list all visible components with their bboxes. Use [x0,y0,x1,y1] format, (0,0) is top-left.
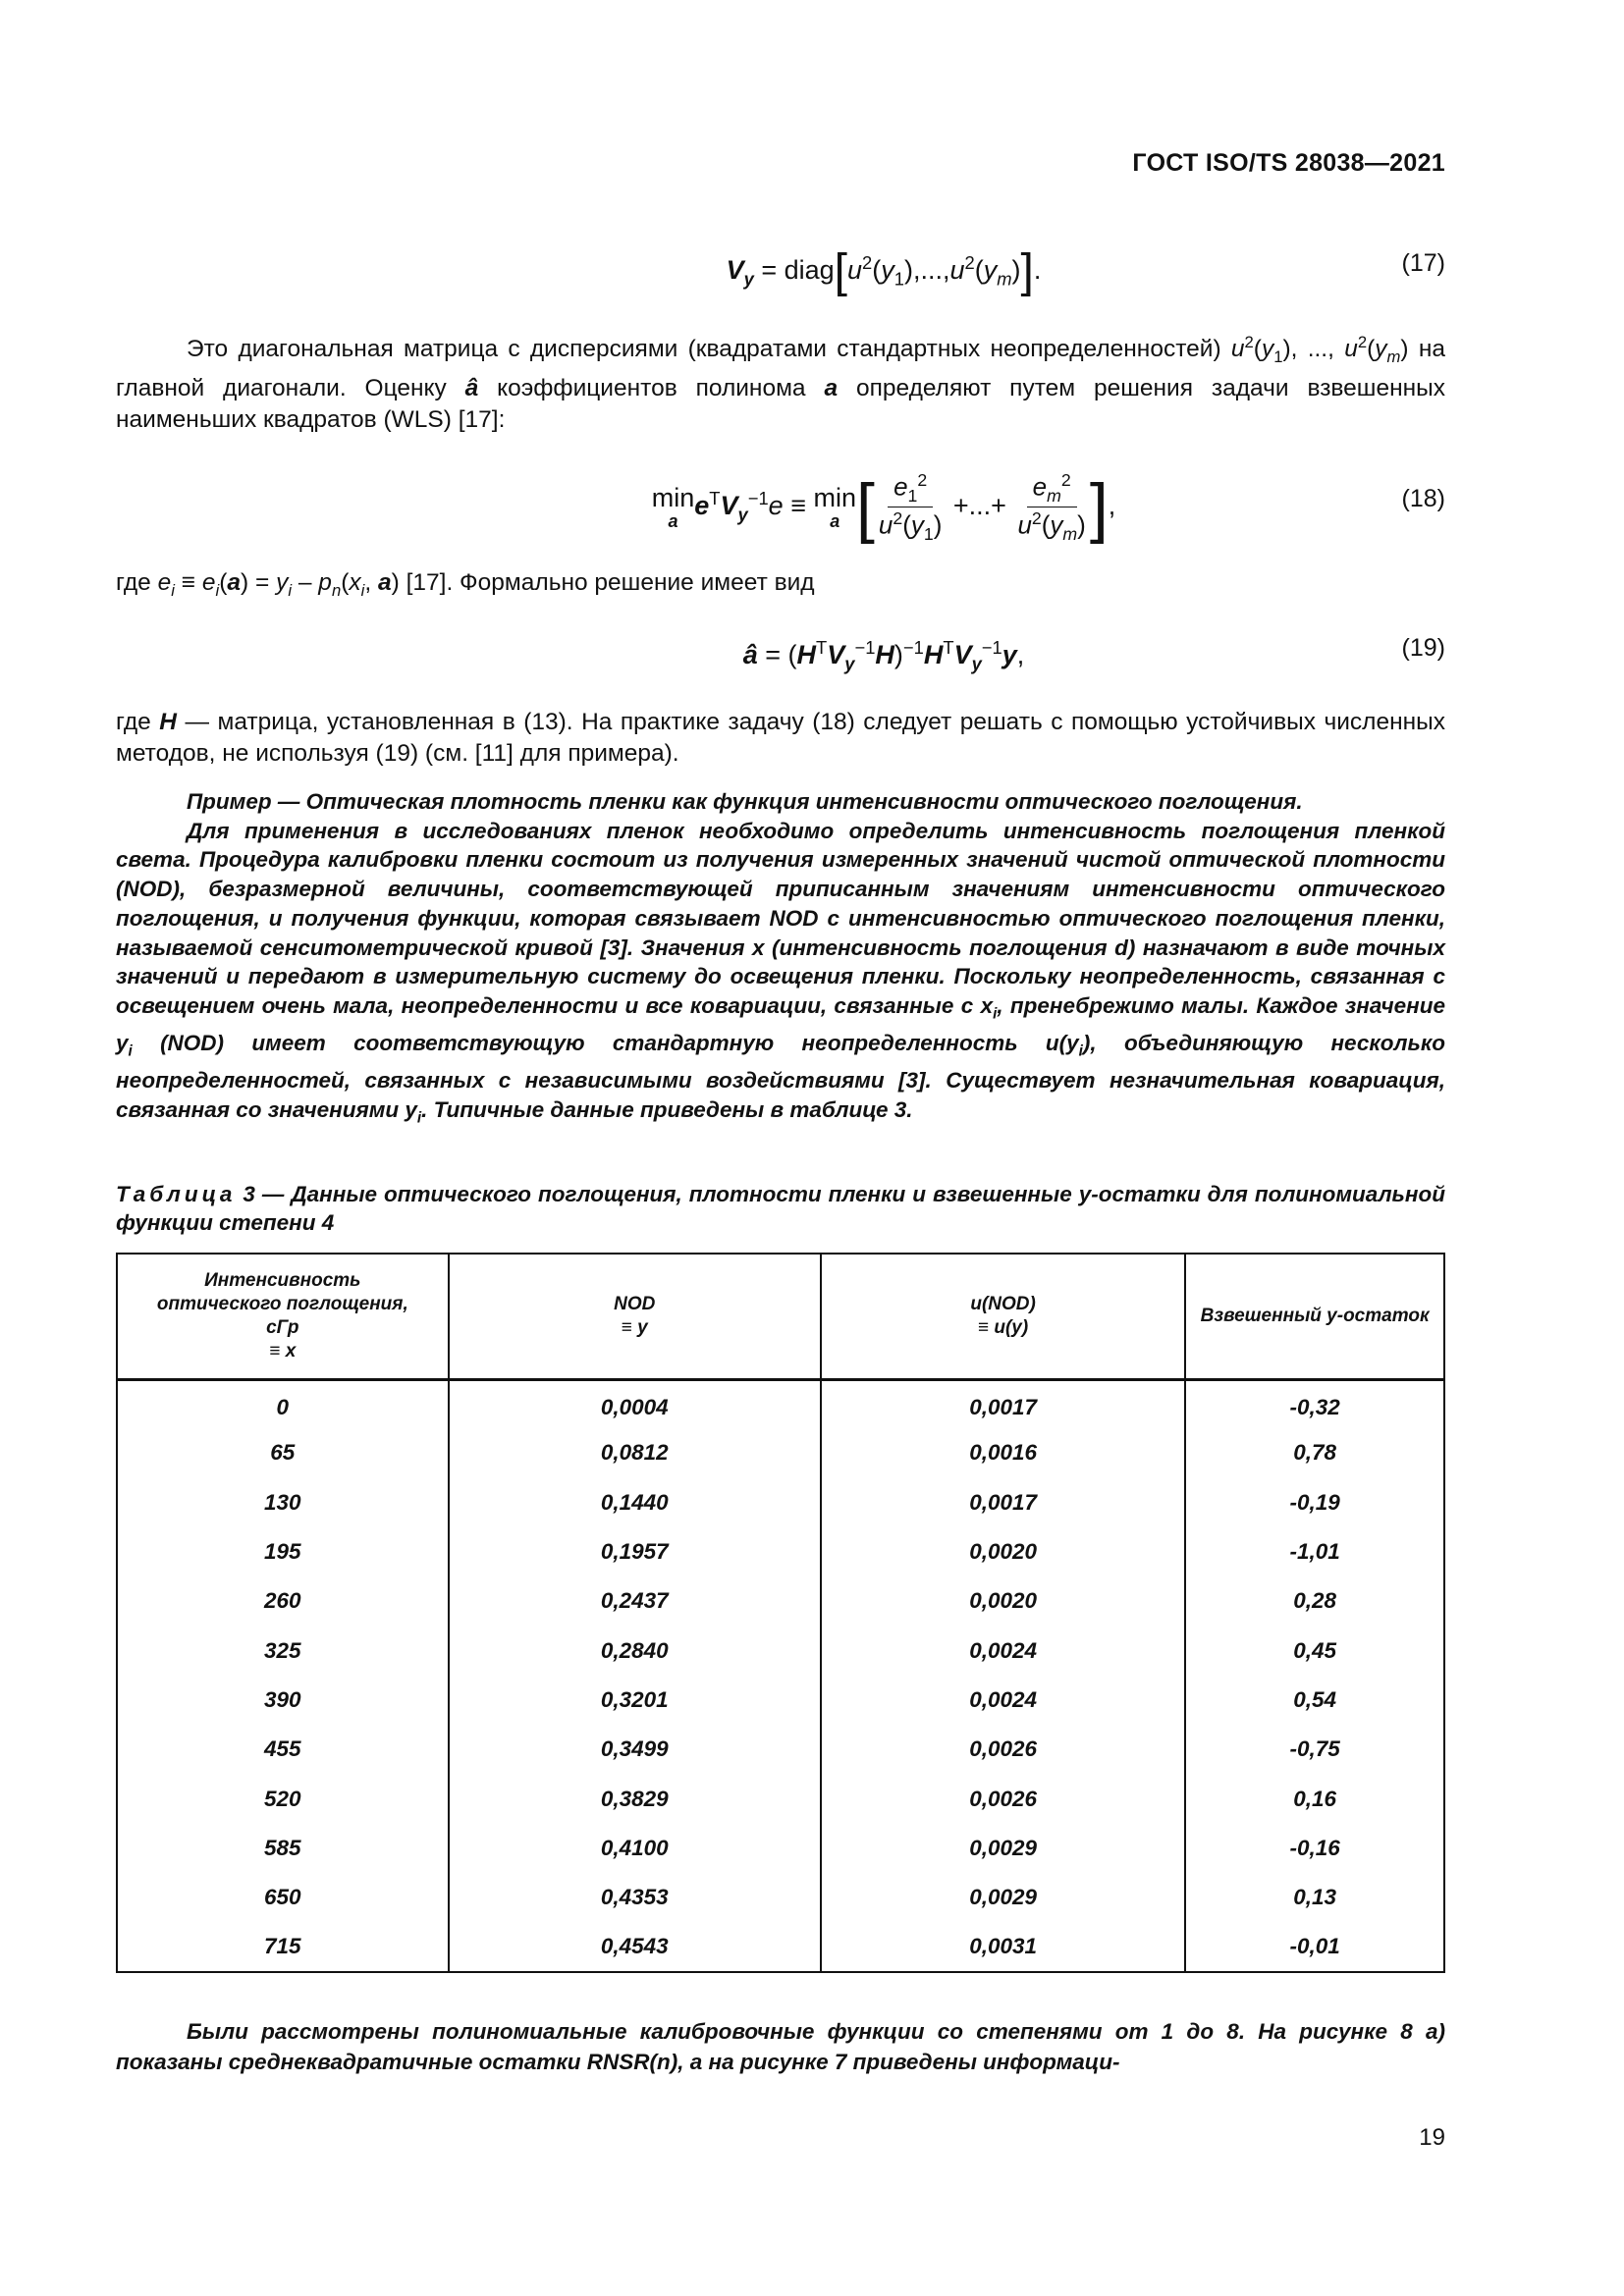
table-cell: 0,0031 [821,1922,1185,1971]
header-u-nod: u(NOD) ≡ u(y) [821,1254,1185,1379]
example-body: Для применения в исследованиях пленок необходимо определить интенсивность поглощения пленкой света. Процедура калибровки пленки состоит из получения измеренных значений чистой оптической плотности (NOD), безразмерной величины, соответствующей приписанным значениям интенсивности оптического поглощения, и получения функции, которая связывает NOD с интенсивностью оптического поглощения пленки, называемой сенситометрической кривой [3]. Значения x (интенсивность поглощения d) назначают в виде точных значений и передают в измерительную систему до освещения пленки. Поскольку неопределенность, связанная с освещением очень мала, неопределенности и все ковариации, связанные с $x_i$, пренебрежимо малы. Каждое значение $y_i$ (NOD) имеет соответствующую стандартную неопределенность $u(y_i)$, объединяющую несколько неопределенностей, связанных с независимыми воздействиями [3]. Существует незначительная ковариация, связанная со значениями $y_i$. Типичные данные приведены в таблице 3. [116,818,1446,1127]
table-cell: -0,75 [1185,1725,1444,1774]
example-block [116,787,1445,1133]
table-body [117,1379,1444,1972]
table-cell: 65 [270,1440,296,1466]
table-row [117,1676,1444,1725]
table-cell: 0,78 [1185,1428,1444,1477]
table-cell: 0,0020 [821,1527,1185,1576]
table-cell: 0,45 [1185,1626,1444,1675]
header-nod: NOD ≡ y [449,1254,821,1379]
table-caption-label: Таблица [116,1182,237,1206]
table-cell: 325 [264,1637,301,1663]
table-cell: 0,4543 [449,1922,821,1971]
table-caption-text: 3 — Данные оптического поглощения, плотности пленки и взвешенные y-остатки для полиномиальной функции степени 4 [116,1182,1445,1235]
table-cell: 455 [264,1736,301,1762]
table-cell: 0,0024 [821,1676,1185,1725]
table-cell: 0,2437 [449,1576,821,1626]
table-cell: 390 [264,1686,301,1712]
table-cell: 130 [264,1489,301,1515]
table-cell: 0,0812 [449,1428,821,1477]
table-cell: 0,0029 [821,1824,1185,1873]
table-caption [116,1180,1445,1237]
table-cell: 715 [264,1933,301,1958]
table-cell: 0,0020 [821,1576,1185,1626]
table-cell: 0,1957 [449,1527,821,1576]
table-cell: 0,0026 [821,1774,1185,1823]
table-cell: 0,0017 [821,1478,1185,1527]
paragraph-matrix-h: где H — матрица, установленная в (13). На практике задачу (18) следует решать с помощью устойчивых численных методов, не используя (19) (см. [11] для примера). [116,709,1445,767]
equation-18-formula: min a $e^TV_y^{-1}e$ ≡ min a [ $\frac{e_1^2}{u^2(y_1)}$ +...+ $\frac{e_m^2}{u^2(y_m)}$ ], [651,469,1116,545]
table-cell: 0,3829 [449,1774,821,1823]
table-cell: 0,54 [1185,1676,1444,1725]
table-cell: 0,0029 [821,1873,1185,1922]
table-cell: 0,0017 [821,1379,1185,1428]
paragraph-residual-definition: где $e_i \equiv e_i(a) = y_i - p_n(x_i$, a) [17]. Формально решение имеет вид [116,569,815,600]
equation-19 [0,616,1624,679]
table-cell: -0,16 [1185,1824,1444,1873]
document-header: ГОСТ ISO/TS 28038—2021 [1132,149,1445,177]
header-weighted-residual: Взвешенный y-остаток [1185,1254,1444,1379]
table-cell: 260 [264,1588,301,1614]
table-cell: 650 [264,1885,301,1910]
table-cell: 520 [264,1786,301,1811]
equation-19-number: (19) [1401,634,1445,662]
table-row [117,1626,1444,1675]
table-row [117,1428,1444,1477]
table-cell: 0,16 [1185,1774,1444,1823]
example-title: Пример — Оптическая плотность пленки как функция интенсивности оптического поглощения. [187,789,1303,814]
table-cell: 0 [276,1394,290,1419]
table-row [117,1576,1444,1626]
header-intensity: Интенсивность оптического поглощения, сГр ≡ x [117,1254,449,1379]
table-cell: -1,01 [1185,1527,1444,1576]
table-cell: 0,0004 [449,1379,821,1428]
equation-17-number: (17) [1401,249,1445,277]
table-row [117,1774,1444,1823]
table-cell: -0,01 [1185,1922,1444,1971]
equation-18-number: (18) [1401,485,1445,512]
table-row [117,1922,1444,1971]
table-cell: 0,3201 [449,1676,821,1725]
table-row [117,1725,1444,1774]
table-cell: -0,32 [1185,1379,1444,1428]
table-cell: 0,3499 [449,1725,821,1774]
table-row [117,1527,1444,1576]
table-header-row [117,1254,1444,1379]
table-cell: 0,0024 [821,1626,1185,1675]
paragraph-calibration-functions: Были рассмотрены полиномиальные калибровочные функции со степенями от 1 до 8. На рисунке 8 а) показаны среднеквадратичные остатки RNSR(n), а на рисунке 7 приведены информаци- [116,2019,1445,2074]
table-row [117,1478,1444,1527]
table-cell: 0,28 [1185,1576,1444,1626]
table-cell: 195 [264,1539,301,1565]
equation-17-formula: $V_y$ = $diag[u^2(y_1),...,u^2(y_m)]$. [726,244,1042,297]
table-cell: 585 [264,1835,301,1860]
table-row [117,1873,1444,1922]
table-cell: 0,1440 [449,1478,821,1527]
table-cell: 0,13 [1185,1873,1444,1922]
table-row [117,1824,1444,1873]
table-cell: 0,2840 [449,1626,821,1675]
table-cell: -0,19 [1185,1478,1444,1527]
equation-18 [0,457,1624,545]
equation-17 [0,232,1624,297]
data-table [116,1253,1445,1973]
equation-19-formula: â = $(H^TV_y^{-1}H)^{-1}H^TV_y^{-1}y$, [742,637,1025,674]
paragraph-diagonal-matrix: Это диагональная матрица с дисперсиями (квадратами стандартных неопределенностей) $u^2(y_1)$, ..., $u^2(y_m)$ на главной диагонали. Оценку â коэффициентов полинома a определяют путем решения задачи взвешенных наименьших квадратов (WLS) [17]: [116,333,1445,434]
page-number: 19 [1419,2124,1445,2151]
table-cell: 0,4100 [449,1824,821,1873]
table-row [117,1379,1444,1428]
table-cell: 0,4353 [449,1873,821,1922]
table-cell: 0,0026 [821,1725,1185,1774]
table-cell: 0,0016 [821,1428,1185,1477]
